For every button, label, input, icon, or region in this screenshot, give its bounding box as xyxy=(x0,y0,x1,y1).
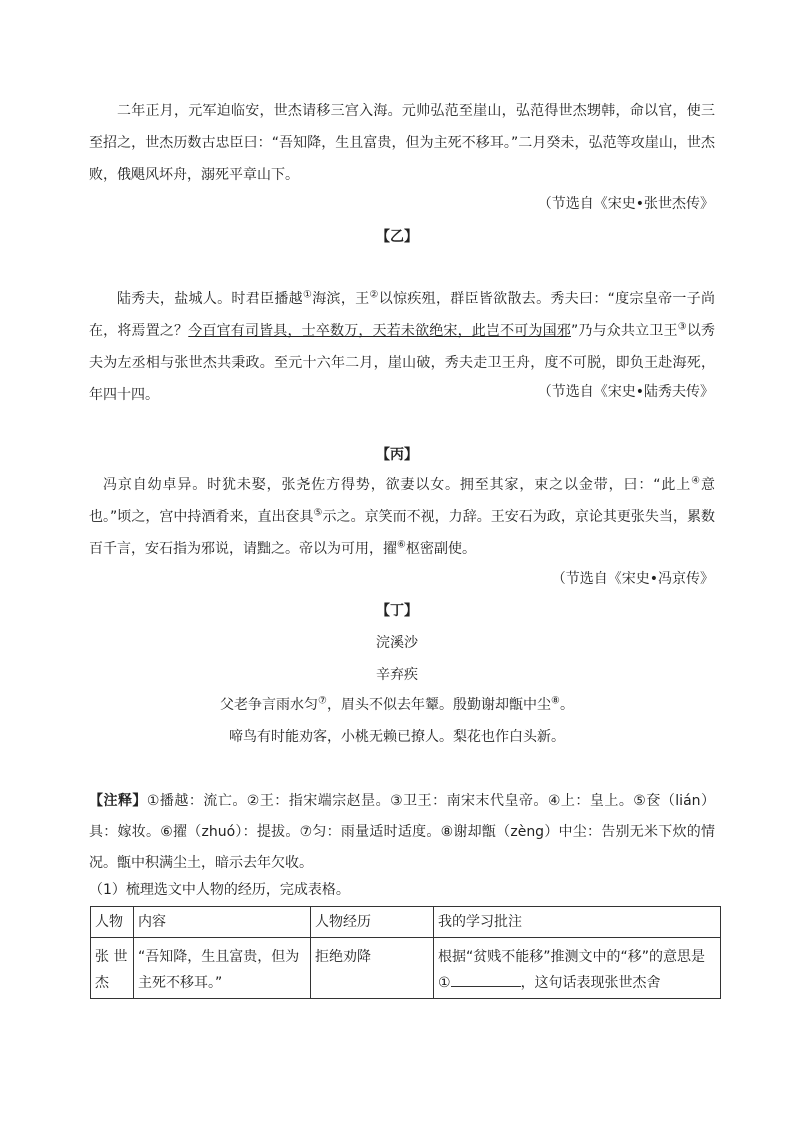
table-header-cell: 人物 xyxy=(91,907,134,938)
poem-author: 辛弃疾 xyxy=(376,667,418,683)
experience-table xyxy=(90,906,721,999)
table-cell-person: 张 世杰 xyxy=(91,938,134,999)
jia-paragraph: 二年正月，元军迫临安，世杰请移三宫入海。元帅弘范至崖山，弘范得世杰甥韩，命以官，使三至招之，世杰历数古忠臣曰：“吾知降，生且富贵，但为主死不移耳。”二月癸未，弘范等攻崖山，世杰败，俄飓风坏舟，溺死平章山下。 xyxy=(89,103,715,183)
note-marker-4: ④ xyxy=(691,475,701,487)
poem-line-1 xyxy=(0,694,794,714)
yi-text-5: 以秀夫为左丞相与张世杰共秉政。至元十六年二月，崖山破，秀夫走卫王舟，度不可脱，即负王赴海死，年四十四。 xyxy=(89,323,716,403)
question-text: （1）梳理选文中人物的经历，完成表格。 xyxy=(89,882,350,898)
poem-text-1: 父老争言雨水匀 xyxy=(220,697,319,713)
note-marker-2: ② xyxy=(369,289,379,301)
table-cell-experience: 拒绝劝降 xyxy=(311,938,434,999)
note-marker-3: ③ xyxy=(677,321,687,333)
note-text-a: 根据“贫贱不能移”推测文中的“移”的意思是 xyxy=(438,949,706,965)
table-header-cell: 内容 xyxy=(134,907,311,938)
notes-label: 【注释】 xyxy=(89,793,147,809)
table-cell-note xyxy=(434,938,721,999)
poem-text-2: ，眉头不似去年颦。殷勤谢却甑中尘 xyxy=(327,697,551,713)
jia-source: （节选自《宋史•张世杰传》 xyxy=(537,196,714,212)
bing-source: （节选自《宋史•冯京传》 xyxy=(551,571,714,587)
note-marker-6: ⑥ xyxy=(397,539,406,551)
bing-text-1: 冯京自幼卓异。时犹未娶，张尧佐方得势，欲妻以女。拥至其家，束之以金带，曰：“此上 xyxy=(103,477,692,493)
ding-header: 【丁】 xyxy=(376,603,418,619)
yi-text-3: 以惊疾殂，群臣皆欲散去。秀夫曰：“度宗皇帝一子尚在，将焉置之？ xyxy=(89,291,716,339)
answer-blank[interactable] xyxy=(451,972,521,987)
bing-text-4: 枢密副使。 xyxy=(405,541,476,557)
bing-text-3: 示之。京笑而不视，力辞。王安石为政，京论其更张失当，累数百千言，安石指为邪说，请黜之。帝以为可用，擢 xyxy=(89,509,715,557)
table-cell-content: “吾知降，生且富贵，但为主死不移耳。” xyxy=(134,938,311,999)
blank-number: ① xyxy=(438,975,451,991)
notes-text: ①播越：流亡。②王：指宋端宗赵昰。③卫王：南宋末代皇帝。④上：皇上。⑤奁（lián）具：嫁妆。⑥擢（zhuó）：提拔。⑦匀：雨量适时适度。⑧谢却甑（zèng）中尘：告别无米下炊的情况。甑中积满尘土，暗示去年欠收。 xyxy=(89,793,715,871)
yi-text-4: ”乃与众共立卫王 xyxy=(571,323,678,339)
note-marker-7: ⑦ xyxy=(318,695,327,707)
note-marker-1: ① xyxy=(302,289,313,301)
note-marker-5: ⑤ xyxy=(313,507,323,519)
poem-text-3: 。 xyxy=(559,697,574,713)
yi-underlined-sentence: 今百官有司皆具，士卒数万，天若未欲绝宋，此岂不可为国邪 xyxy=(188,323,572,339)
bing-text-2: 意也。”顷之，宫中持酒肴来，直出奁具 xyxy=(89,477,715,525)
yi-header: 【乙】 xyxy=(376,229,418,245)
table-header-row xyxy=(91,907,721,938)
yi-source: （节选自《宋史•陆秀夫传》 xyxy=(537,384,714,400)
note-text-b: ，这句话表现张世杰舍 xyxy=(520,975,661,991)
bing-paragraph xyxy=(89,469,715,565)
yi-text-2: 海滨，王 xyxy=(312,291,370,307)
table-row xyxy=(91,938,721,999)
note-marker-8: ⑧ xyxy=(551,695,560,707)
poem-line-2: 啼鸟有时能劝客，小桃无赖已撩人。梨花也作白头新。 xyxy=(229,729,565,745)
table-header-cell: 我的学习批注 xyxy=(434,907,721,938)
table-header-cell: 人物经历 xyxy=(311,907,434,938)
yi-text-1: 陆秀夫，盐城人。时君臣播越 xyxy=(117,291,303,307)
poem-title: 浣溪沙 xyxy=(376,635,418,651)
notes-block xyxy=(89,786,715,879)
bing-header: 【丙】 xyxy=(376,447,418,463)
